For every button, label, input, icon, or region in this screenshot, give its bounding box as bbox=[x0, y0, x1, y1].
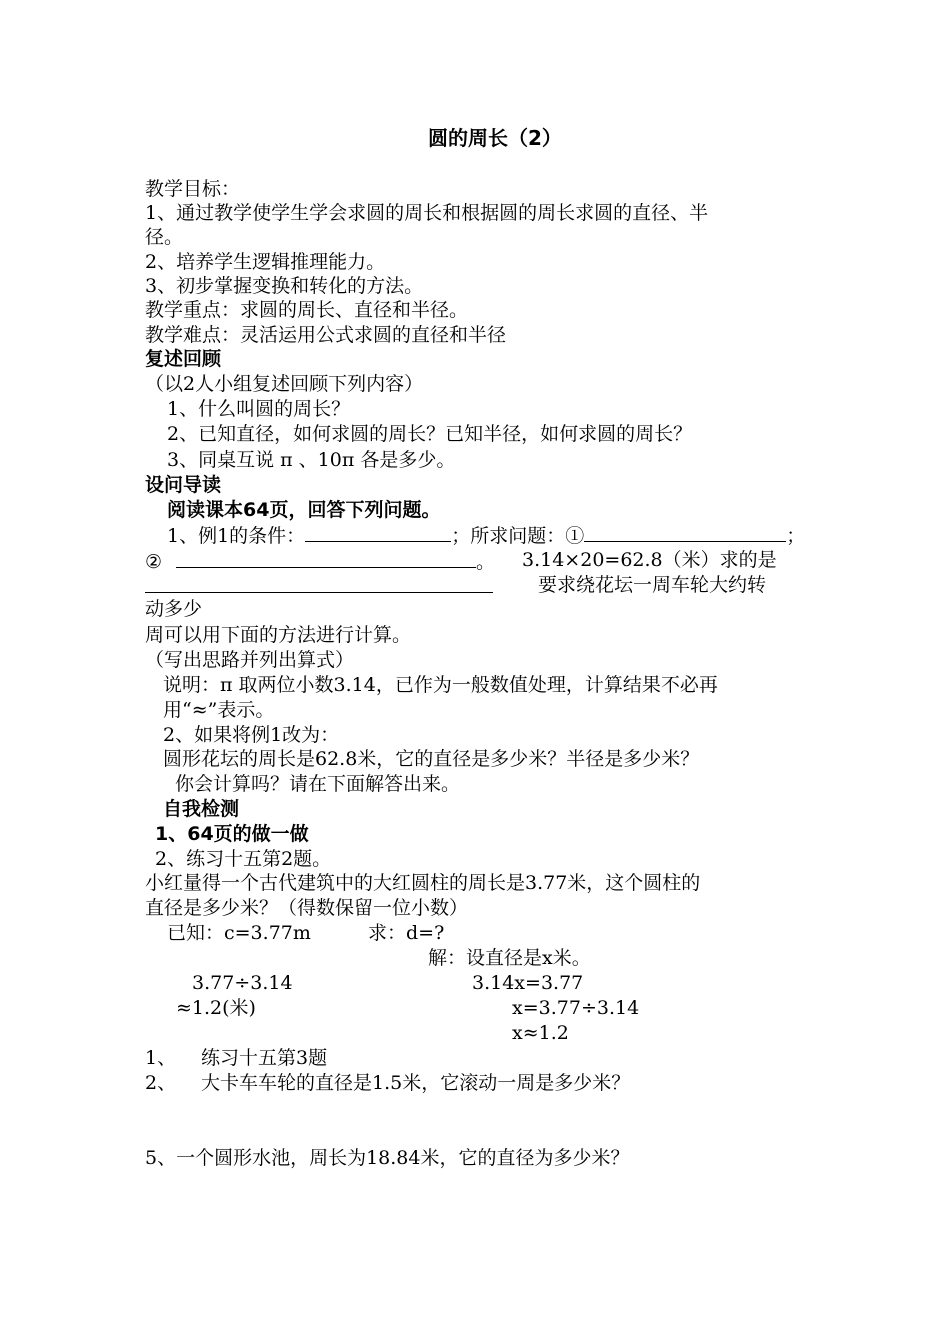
goal-item-2: 2、培养学生逻辑推理能力。 bbox=[145, 251, 386, 273]
key-point: 教学重点：求圆的周长、直径和半径。 bbox=[145, 299, 469, 321]
review-note: （以2人小组复述回顾下列内容） bbox=[145, 373, 424, 395]
example1-conditions bbox=[167, 522, 805, 548]
circled-two: ② bbox=[145, 551, 163, 573]
goals-heading: 教学目标： bbox=[145, 178, 241, 200]
list-number-1: 1、 bbox=[145, 1047, 177, 1069]
period: 。 bbox=[476, 551, 496, 573]
explanation: 说明：π 取两位小数3.14，已作为一般数值处理，计算结果不必再 bbox=[163, 674, 718, 696]
known-value: 已知：c=3.77m bbox=[167, 922, 311, 944]
list-item-1: 练习十五第3题 bbox=[201, 1047, 328, 1069]
example2-ask: 你会计算吗？请在下面解答出来。 bbox=[175, 773, 461, 795]
page-title: 圆的周长（2） bbox=[428, 126, 562, 150]
calc-left-2: ≈1.2(米) bbox=[176, 997, 256, 1019]
example2-label: 2、如果将例1改为： bbox=[163, 724, 340, 746]
list-number-2: 2、 bbox=[145, 1072, 177, 1094]
problem-text-cont: 直径是多少米？（得数保留一位小数） bbox=[145, 897, 469, 919]
answer-blank-question-1[interactable] bbox=[584, 522, 786, 542]
example1-wheel-text: 要求绕花坛一周车轮大约转 bbox=[538, 574, 767, 596]
calc-right-1: 3.14x=3.77 bbox=[472, 972, 584, 994]
answer-blank-conditions[interactable] bbox=[305, 522, 451, 542]
solution-setup: 解：设直径是x米。 bbox=[428, 947, 591, 969]
example1-question-label: ；所求问题：① bbox=[451, 525, 585, 547]
goal-item-1: 1、通过教学使学生学会求圆的周长和根据圆的周长求圆的直径、半 bbox=[145, 202, 709, 224]
selftest-item-5: 5、一个圆形水池，周长为18.84米，它的直径为多少米？ bbox=[145, 1147, 630, 1169]
calc-left-1: 3.77÷3.14 bbox=[192, 972, 293, 994]
guide-heading: 设问导读 bbox=[145, 474, 222, 496]
selftest-item-1: 1、64页的做一做 bbox=[155, 823, 309, 845]
find-value: 求：d=? bbox=[368, 922, 445, 944]
example1-method: 周可以用下面的方法进行计算。 bbox=[145, 624, 412, 646]
explanation-cont: 用“≈”表示。 bbox=[163, 699, 275, 721]
goal-item-1-cont: 径。 bbox=[145, 226, 184, 248]
selftest-item-2: 2、练习十五第2题。 bbox=[155, 848, 332, 870]
example1-wheel-text-2: 动多少 bbox=[145, 598, 203, 620]
answer-blank-calc-meaning[interactable] bbox=[145, 592, 493, 593]
example1-calc: 3.14×20=62.8（米）求的是 bbox=[522, 549, 777, 571]
review-heading: 复述回顾 bbox=[145, 348, 222, 370]
example1-question-2 bbox=[145, 548, 495, 574]
list-item-2: 大卡车车轮的直径是1.5米，它滚动一周是多少米？ bbox=[201, 1072, 631, 1094]
selftest-heading: 自我检测 bbox=[163, 798, 240, 820]
semicolon: ； bbox=[786, 525, 806, 547]
review-q1: 1、什么叫圆的周长？ bbox=[167, 398, 351, 420]
calc-right-2: x=3.77÷3.14 bbox=[512, 997, 640, 1019]
review-q3: 3、同桌互说 π 、10π 各是多少。 bbox=[167, 449, 456, 471]
difficulty: 教学难点：灵活运用公式求圆的直径和半径 bbox=[145, 324, 507, 346]
review-q2: 2、已知直径，如何求圆的周长？已知半径，如何求圆的周长？ bbox=[167, 423, 693, 445]
example1-label: 1、例1的条件： bbox=[167, 525, 306, 547]
answer-blank-question-2[interactable] bbox=[176, 548, 476, 568]
example2-question: 圆形花坛的周长是62.8米，它的直径是多少米？半径是多少米？ bbox=[163, 748, 700, 770]
guide-instruction: 阅读课本64页，回答下列问题。 bbox=[167, 499, 441, 521]
goal-item-3: 3、初步掌握变换和转化的方法。 bbox=[145, 275, 424, 297]
calc-right-3: x≈1.2 bbox=[512, 1022, 569, 1044]
example1-instruction: （写出思路并列出算式） bbox=[145, 649, 355, 671]
problem-text: 小红量得一个古代建筑中的大红圆柱的周长是3.77米，这个圆柱的 bbox=[145, 872, 701, 894]
